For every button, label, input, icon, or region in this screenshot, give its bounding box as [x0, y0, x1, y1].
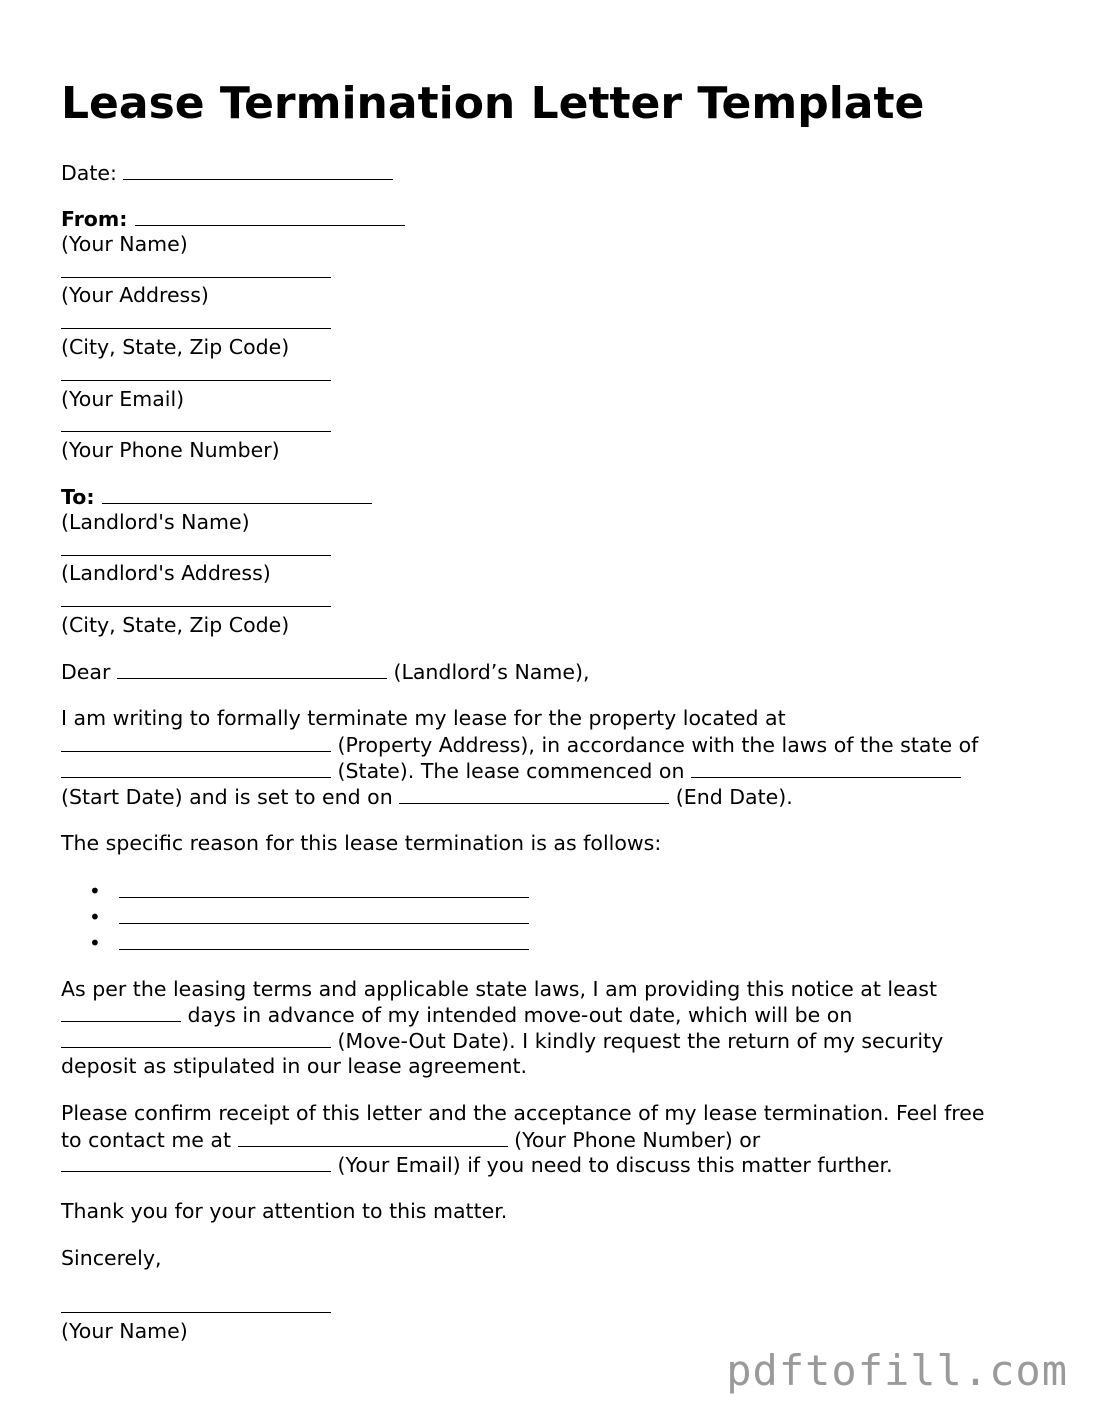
- para1-line: [61, 757, 961, 784]
- closing-line: Sincerely,: [61, 1246, 162, 1270]
- para1-line: [61, 731, 978, 758]
- property-address-blank[interactable]: [61, 731, 331, 752]
- landlord-name-blank[interactable]: [117, 658, 387, 679]
- para1-text: (Property Address), in accordance with the laws of the state of: [337, 733, 979, 757]
- reason-blank[interactable]: [119, 903, 529, 924]
- bullet-icon: •: [89, 905, 101, 929]
- para2-line: [61, 1001, 852, 1028]
- to-field-label: (City, State, Zip Code): [61, 613, 290, 637]
- reason-list-item: [89, 903, 529, 930]
- from-city-blank[interactable]: [61, 308, 331, 329]
- from-field-label: (Your Phone Number): [61, 438, 280, 462]
- reason-blank[interactable]: [119, 877, 529, 898]
- watermark: pdftofill.com: [726, 1346, 1068, 1395]
- date-line: [61, 159, 393, 186]
- end-date-blank[interactable]: [399, 783, 669, 804]
- contact-email-blank[interactable]: [61, 1151, 331, 1172]
- para2-line: deposit as stipulated in our lease agreement.: [61, 1054, 527, 1078]
- from-blank[interactable]: [135, 205, 405, 226]
- from-field-label: (Your Name): [61, 232, 188, 256]
- date-blank[interactable]: [123, 159, 393, 180]
- contact-phone-blank[interactable]: [238, 1126, 508, 1147]
- from-field-label: (Your Email): [61, 387, 185, 411]
- para1-text: (Start Date) and is set to end on: [61, 785, 393, 809]
- to-line: [61, 483, 372, 510]
- from-label: From:: [61, 207, 128, 231]
- para1-line: I am writing to formally terminate my lease for the property located at: [61, 706, 786, 730]
- to-label: To:: [61, 485, 95, 509]
- para1-text: (State). The lease commenced on: [337, 759, 685, 783]
- from-field-label: (City, State, Zip Code): [61, 335, 290, 359]
- bullet-icon: •: [89, 931, 101, 955]
- para3-line: [61, 1151, 893, 1178]
- from-field-label: (Your Address): [61, 283, 209, 307]
- para3-line: [61, 1126, 760, 1153]
- thanks-line: Thank you for your attention to this matter.: [61, 1199, 508, 1223]
- para3-text: to contact me at: [61, 1128, 232, 1152]
- para2-line: As per the leasing terms and applicable state laws, I am providing this notice at least: [61, 977, 938, 1001]
- move-out-date-blank[interactable]: [61, 1027, 331, 1048]
- reason-blank[interactable]: [119, 929, 529, 950]
- salutation-suffix: (Landlord’s Name),: [393, 660, 590, 684]
- para2-line: [61, 1027, 943, 1054]
- salutation-line: [61, 658, 589, 685]
- to-address-blank[interactable]: [61, 535, 331, 556]
- para2-text: (Move-Out Date). I kindly request the return of my security: [337, 1029, 944, 1053]
- reason-list-item: [89, 929, 529, 956]
- para1-line: [61, 783, 793, 810]
- signature-blank[interactable]: [61, 1292, 331, 1313]
- to-field-label: (Landlord's Name): [61, 510, 250, 534]
- from-email-blank[interactable]: [61, 360, 331, 381]
- para3-line: Please confirm receipt of this letter and the acceptance of my lease termination. Feel free: [61, 1101, 985, 1125]
- state-blank[interactable]: [61, 757, 331, 778]
- to-blank[interactable]: [102, 483, 372, 504]
- notice-days-blank[interactable]: [61, 1001, 181, 1022]
- to-city-blank[interactable]: [61, 586, 331, 607]
- start-date-blank[interactable]: [691, 757, 961, 778]
- bullet-icon: •: [89, 879, 101, 903]
- document-title: Lease Termination Letter Template: [61, 78, 925, 129]
- reason-list-item: [89, 877, 529, 904]
- para1-text: (End Date).: [675, 785, 793, 809]
- from-phone-blank[interactable]: [61, 411, 331, 432]
- signature-label: (Your Name): [61, 1319, 188, 1343]
- para3-text: (Your Email) if you need to discuss this matter further.: [337, 1153, 893, 1177]
- reason-intro: The specific reason for this lease termination is as follows:: [61, 831, 662, 855]
- to-field-label: (Landlord's Address): [61, 561, 271, 585]
- date-label: Date:: [61, 161, 117, 185]
- para3-text: (Your Phone Number) or: [514, 1128, 761, 1152]
- from-address-blank[interactable]: [61, 257, 331, 278]
- from-line: [61, 205, 405, 232]
- para2-text: days in advance of my intended move-out date, which will be on: [187, 1003, 853, 1027]
- salutation-prefix: Dear: [61, 660, 111, 684]
